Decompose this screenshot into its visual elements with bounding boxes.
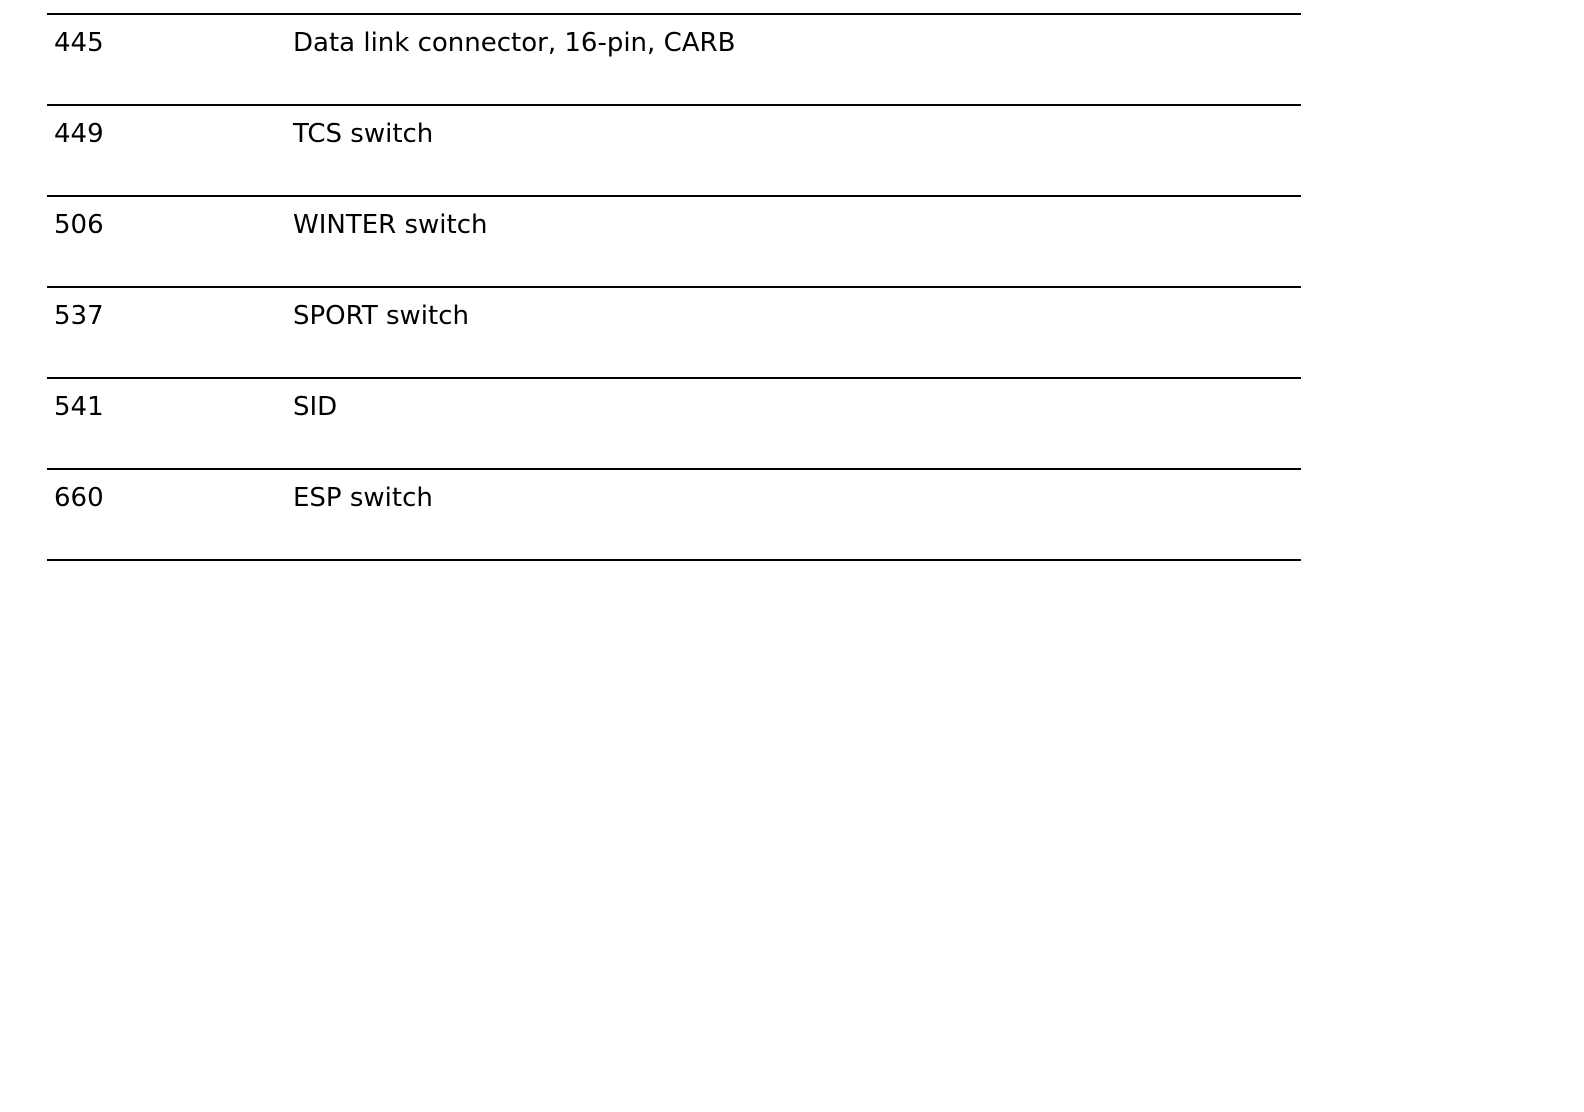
component-code: 449 <box>54 119 104 149</box>
component-code: 506 <box>54 210 104 240</box>
component-description: ESP switch <box>293 483 433 513</box>
table-row <box>47 15 1301 106</box>
component-code: 660 <box>54 483 104 513</box>
table-row <box>47 288 1301 379</box>
table-row <box>47 470 1301 561</box>
component-code: 541 <box>54 392 104 422</box>
component-description: SID <box>293 392 338 422</box>
component-code: 445 <box>54 28 104 58</box>
component-table <box>47 13 1301 561</box>
component-code: 537 <box>54 301 104 331</box>
component-description: Data link connector, 16-pin, CARB <box>293 28 736 58</box>
component-description: SPORT switch <box>293 301 469 331</box>
component-description: WINTER switch <box>293 210 488 240</box>
table-row <box>47 197 1301 288</box>
table-row <box>47 106 1301 197</box>
table-row <box>47 379 1301 470</box>
component-description: TCS switch <box>293 119 434 149</box>
